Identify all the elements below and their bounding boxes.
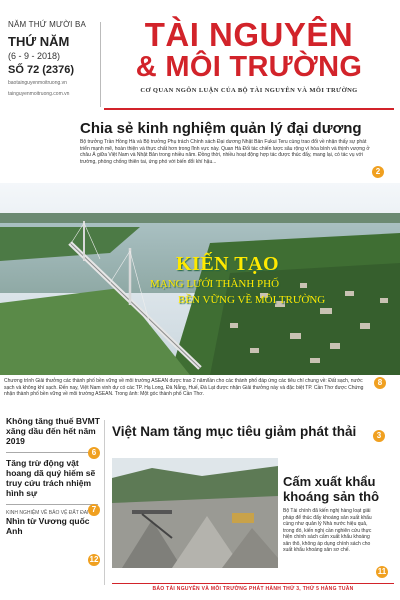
page-ref-badge[interactable]: 6	[88, 447, 100, 459]
divider	[6, 504, 98, 505]
page-ref-badge[interactable]: 2	[372, 166, 384, 178]
page-ref-badge[interactable]: 7	[88, 504, 100, 516]
news-fuel-tax[interactable]: Không tăng thuế BVMT xăng dầu đến hết năm 2019	[6, 416, 100, 446]
photo-caption: Chương trình Giải thưởng các thành phố bền vững về môi trường ASEAN được trao 2 năm/lần cho các thành phố đáp ứng các tiêu chí chung về: Đất sạch, nước sạch và không khí sạch. Đến nay, Việt Nam vinh dự có các TP. Hạ Long, Đà Nẵng, Huế, Đà Lạt được nhận Giải thưởng này và đặc biệt TP. Cần Thơ được Chứng nhận thành phố bền vững về môi trường ASEAN. Trong ảnh: Một góc thành phố Cần Thơ.	[4, 378, 364, 397]
masthead-rule	[104, 108, 394, 110]
publication-note: BÁO TÀI NGUYÊN VÀ MÔI TRƯỜNG PHÁT HÀNH THỨ 3, THỨ 5 HÀNG TUẦN	[152, 586, 354, 592]
website-2[interactable]: tainguyenmoitruong.com.vn	[8, 91, 70, 97]
issue-number: SỐ 72 (2376)	[8, 64, 75, 76]
lead-headline[interactable]: Chia sẻ kinh nghiệm quản lý đại dương	[80, 120, 362, 137]
emission-headline[interactable]: Việt Nam tăng mục tiêu giảm phát thải	[112, 424, 357, 439]
column-divider	[104, 420, 105, 585]
news-wildlife[interactable]: Tăng trừ động vật hoang dã quý hiếm sẽ truy cứu trách nhiệm hình sự	[6, 458, 96, 498]
divider	[6, 452, 98, 453]
newspaper-logo	[104, 18, 394, 95]
lead-summary: Bộ trưởng Trần Hồng Hà và Bộ trưởng Phụ trách Chính sách Đại dương Nhật Bản Fukui Teru cùng trao đổi về nhận thấy sự phát triển mạnh mẽ, hoàn thiện và thực chất hơn trong lĩnh vực này. Quan Hà Đối tác chiến lược sâu rộng vì hòa bình và thịnh vượng ở châu Á giữa Việt Nam và Nhật Bản trong nhiều năm. Đồng thời, nhiều hoạt động hợp tác được thúc đẩy, mang lại, có tác vụ với trường, phòng chống thiên tai, ứng phó với biến đổi khí hậu...	[80, 139, 370, 165]
weekday: THỨ NĂM	[8, 34, 70, 49]
brand-line-1: TÀI NGUYÊN	[144, 16, 354, 53]
feature-subtitle-1: MẠNG LƯỚI THÀNH PHỐ	[150, 278, 280, 290]
page-ref-badge[interactable]: 8	[374, 377, 386, 389]
footer-rule	[112, 583, 394, 584]
year-label: NĂM THỨ MƯỜI BA	[8, 20, 87, 29]
export-summary: Bộ Tài chính đã kiến nghị hàng loạt giải pháp để thúc đẩy khoáng sản xuất khẩu cùng như quản lý Nhà nước hiệu quả, trong đó, kiến nghị cần nghiên cứu thực hiện chính sách cấm xuất khẩu khoáng sản thô, không áp dụng chính sách cho xuất khẩu khoáng sản sơ chế.	[283, 508, 372, 553]
brand-line-2: & MÔI TRƯỜNG	[135, 51, 363, 83]
page-ref-badge[interactable]: 12	[89, 555, 99, 564]
feature-subtitle-2: BỀN VỮNG VỀ MÔI TRƯỜNG	[178, 294, 326, 306]
slogan: CƠ QUAN NGÔN LUẬN CỦA BỘ TÀI NGUYÊN VÀ MÔI TRƯỜNG	[140, 87, 358, 94]
page-ref-badge[interactable]: 3	[373, 430, 385, 442]
page-ref-badge[interactable]: 11	[377, 567, 387, 576]
website-1[interactable]: baotainguyenmoitruong.vn	[8, 80, 67, 86]
masthead-divider	[100, 22, 101, 107]
export-headline[interactable]: Cấm xuất khẩu khoáng sản thô	[283, 474, 380, 504]
quarry-photo	[112, 458, 278, 568]
issue-info	[8, 20, 100, 98]
feature-title[interactable]: KIẾN TẠO	[176, 253, 280, 275]
news-uk[interactable]: Nhìn từ Vương quốc Anh	[6, 516, 90, 536]
section-label: KINH NGHIỆM VỀ BẢO VỆ ĐẤT ĐAI	[6, 510, 89, 516]
left-news-column	[6, 416, 100, 536]
issue-date: (6 - 9 - 2018)	[8, 51, 61, 61]
